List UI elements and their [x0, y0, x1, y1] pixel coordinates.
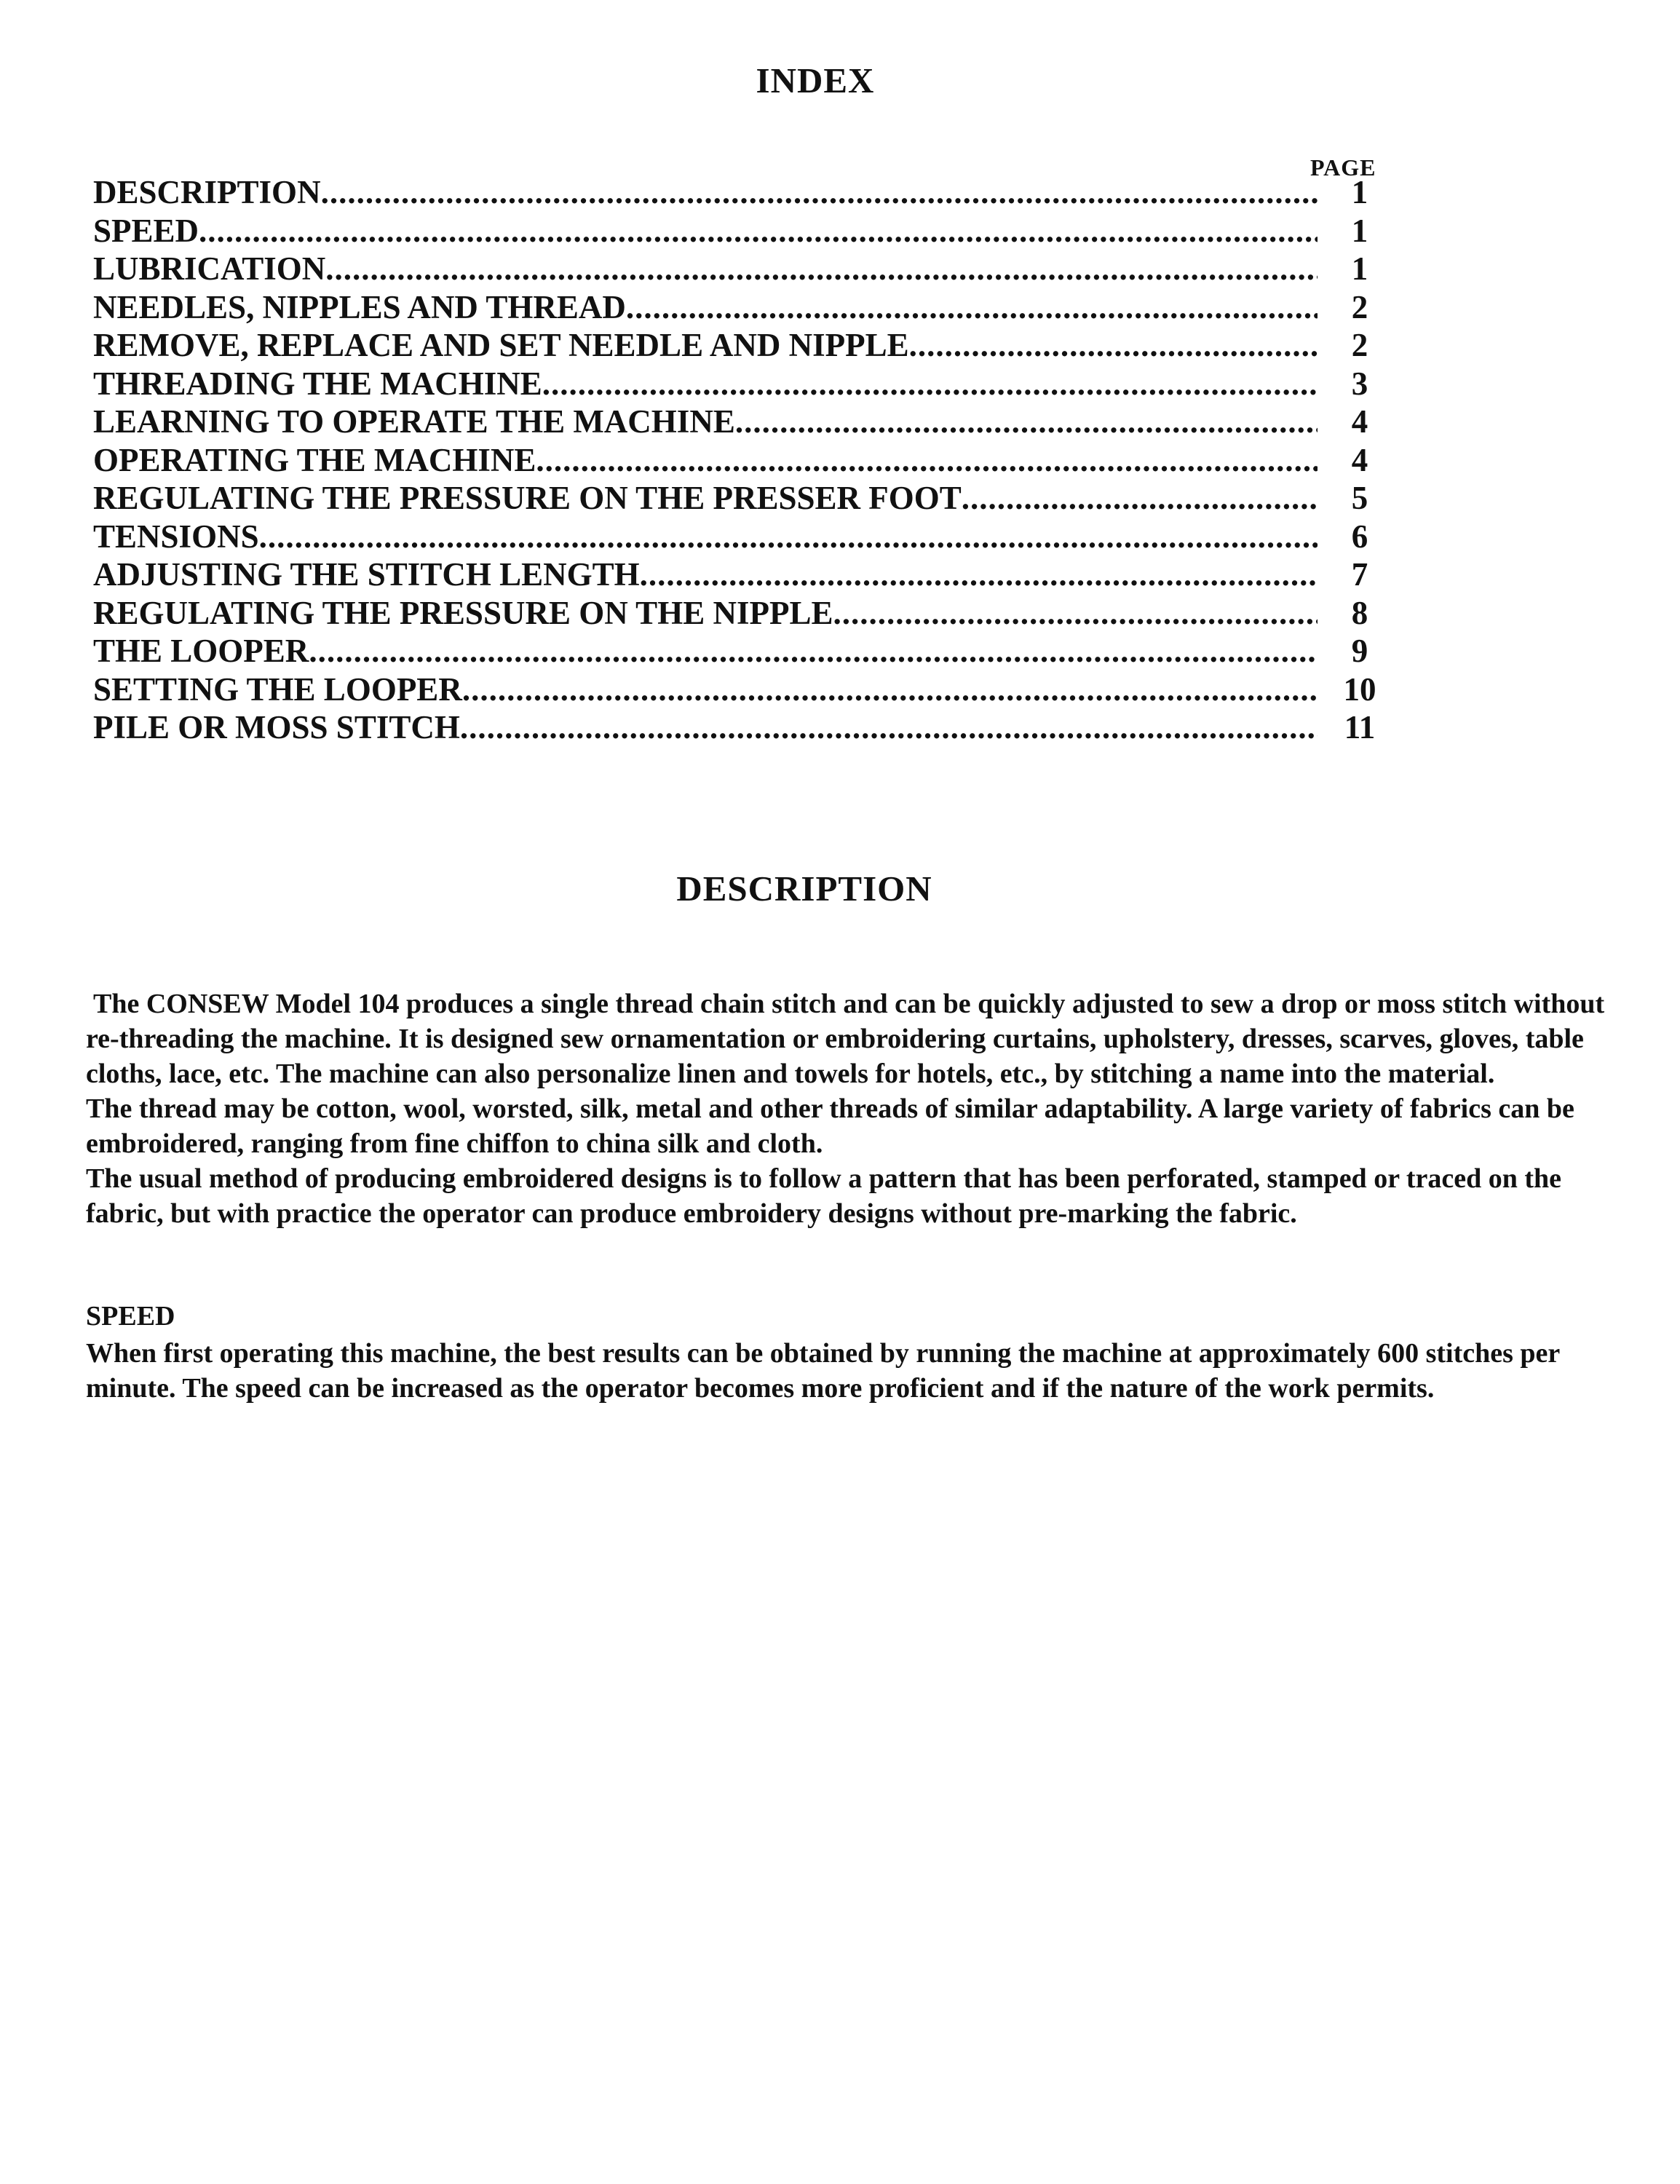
toc-entry-title: SETTING THE LOOPER: [93, 670, 462, 708]
toc-entry-page: 8: [1351, 594, 1368, 631]
description-paragraph: The thread may be cotton, wool, worsted, silk, metal and other threads of similar adaptability. A large variety of fabrics can be embroidered, ranging from fine chiffon to china silk and cloth.: [86, 1093, 1574, 1159]
description-paragraph: The usual method of producing embroidered designs is to follow a pattern that has been perforated, stamped or traced on the fabric, but with practice the operator can produce embroidery designs without pre-marking the fabric.: [86, 1163, 1562, 1229]
toc-entry-page: 5: [1351, 480, 1368, 516]
toc-leader-dots: [536, 441, 1318, 479]
toc-entry-title: THREADING THE MACHINE: [93, 365, 542, 402]
toc-entry-title: TENSIONS: [93, 518, 259, 555]
toc-leader-dots: [542, 365, 1318, 403]
speed-section: [86, 1297, 1629, 1406]
toc-entry-page: 7: [1351, 556, 1368, 593]
toc-entry: [93, 479, 1382, 518]
toc-leader-dots: [325, 250, 1318, 288]
toc-entry: [93, 632, 1382, 670]
toc-entry-page: 4: [1351, 403, 1368, 440]
index-title: INDEX: [756, 60, 875, 100]
toc-entry-title: NEEDLES, NIPPLES AND THREAD: [93, 288, 626, 325]
description-paragraph: The CONSEW Model 104 produces a single thread chain stitch and can be quickly adjusted to sew a drop or moss stitch without re-threading the machine. It is designed sew ornamentation or embroidering curtains, upholstery, dresses, scarves, gloves, table cloths, lace, etc. The machine can also personalize linen and towels for hotels, etc., by stitching a name into the material.: [86, 989, 1605, 1089]
toc-entry: [93, 173, 1382, 212]
toc-entry-page: 3: [1351, 365, 1368, 402]
toc-entry-title: LEARNING TO OPERATE THE MACHINE: [93, 403, 735, 440]
toc-entry-page: 2: [1351, 327, 1368, 363]
toc-leader-dots: [309, 632, 1318, 670]
toc-entry-page: 1: [1351, 250, 1368, 287]
toc-entry-page: 1: [1351, 212, 1368, 249]
toc-entry: [93, 518, 1382, 556]
toc-entry: [93, 708, 1382, 747]
toc-entry-title: ADJUSTING THE STITCH LENGTH: [93, 556, 640, 593]
toc-entry-title: REGULATING THE PRESSURE ON THE NIPPLE: [93, 594, 833, 631]
toc-leader-dots: [735, 403, 1318, 440]
toc-entry-title: LUBRICATION: [93, 250, 326, 287]
toc-leader-dots: [460, 708, 1318, 746]
toc-entry-page: 11: [1344, 709, 1376, 745]
toc-entry: [93, 212, 1382, 250]
page-column-label: PAGE: [1310, 154, 1376, 181]
toc-entry-page: 2: [1351, 288, 1368, 325]
toc-entry: [93, 326, 1382, 365]
toc-entry-page: 6: [1351, 518, 1368, 555]
toc-entry-title: SPEED: [93, 212, 199, 249]
toc-entry-title: THE LOOPER: [93, 633, 309, 669]
toc-leader-dots: [259, 518, 1318, 555]
toc-entry-title: REMOVE, REPLACE AND SET NEEDLE AND NIPPLE: [93, 327, 909, 363]
toc-entry-page: 9: [1351, 633, 1368, 669]
toc-entry: [93, 250, 1382, 288]
speed-heading: SPEED: [86, 1301, 175, 1332]
toc-entry: [93, 594, 1382, 633]
toc-leader-dots: [321, 173, 1318, 211]
toc-entry-title: OPERATING THE MACHINE: [93, 441, 536, 478]
table-of-contents: [93, 173, 1382, 747]
speed-paragraph: When first operating this machine, the best results can be obtained by running the machine at approximately 600 stitches per minute. The speed can be increased as the operator becomes more proficient and if the nature of the work permits.: [86, 1338, 1560, 1404]
toc-entry-title: DESCRIPTION: [93, 174, 321, 210]
toc-entry: [93, 365, 1382, 403]
toc-leader-dots: [909, 326, 1318, 364]
toc-entry: [93, 670, 1382, 709]
toc-entry: [93, 441, 1382, 480]
toc-leader-dots: [626, 288, 1318, 326]
toc-leader-dots: [640, 555, 1318, 593]
toc-entry: [93, 403, 1382, 441]
description-body: [86, 986, 1629, 1231]
toc-leader-dots: [462, 670, 1318, 708]
toc-leader-dots: [833, 594, 1318, 632]
toc-leader-dots: [199, 212, 1318, 250]
toc-entry-page: 4: [1351, 441, 1368, 478]
description-title: DESCRIPTION: [676, 869, 932, 909]
toc-entry-title: REGULATING THE PRESSURE ON THE PRESSER FOOT: [93, 480, 962, 516]
toc-entry-page: 10: [1343, 670, 1376, 708]
toc-leader-dots: [962, 479, 1318, 517]
toc-entry-title: PILE OR MOSS STITCH: [93, 709, 460, 745]
toc-entry: [93, 288, 1382, 327]
toc-entry-page: 1: [1351, 174, 1368, 210]
toc-entry: [93, 555, 1382, 594]
